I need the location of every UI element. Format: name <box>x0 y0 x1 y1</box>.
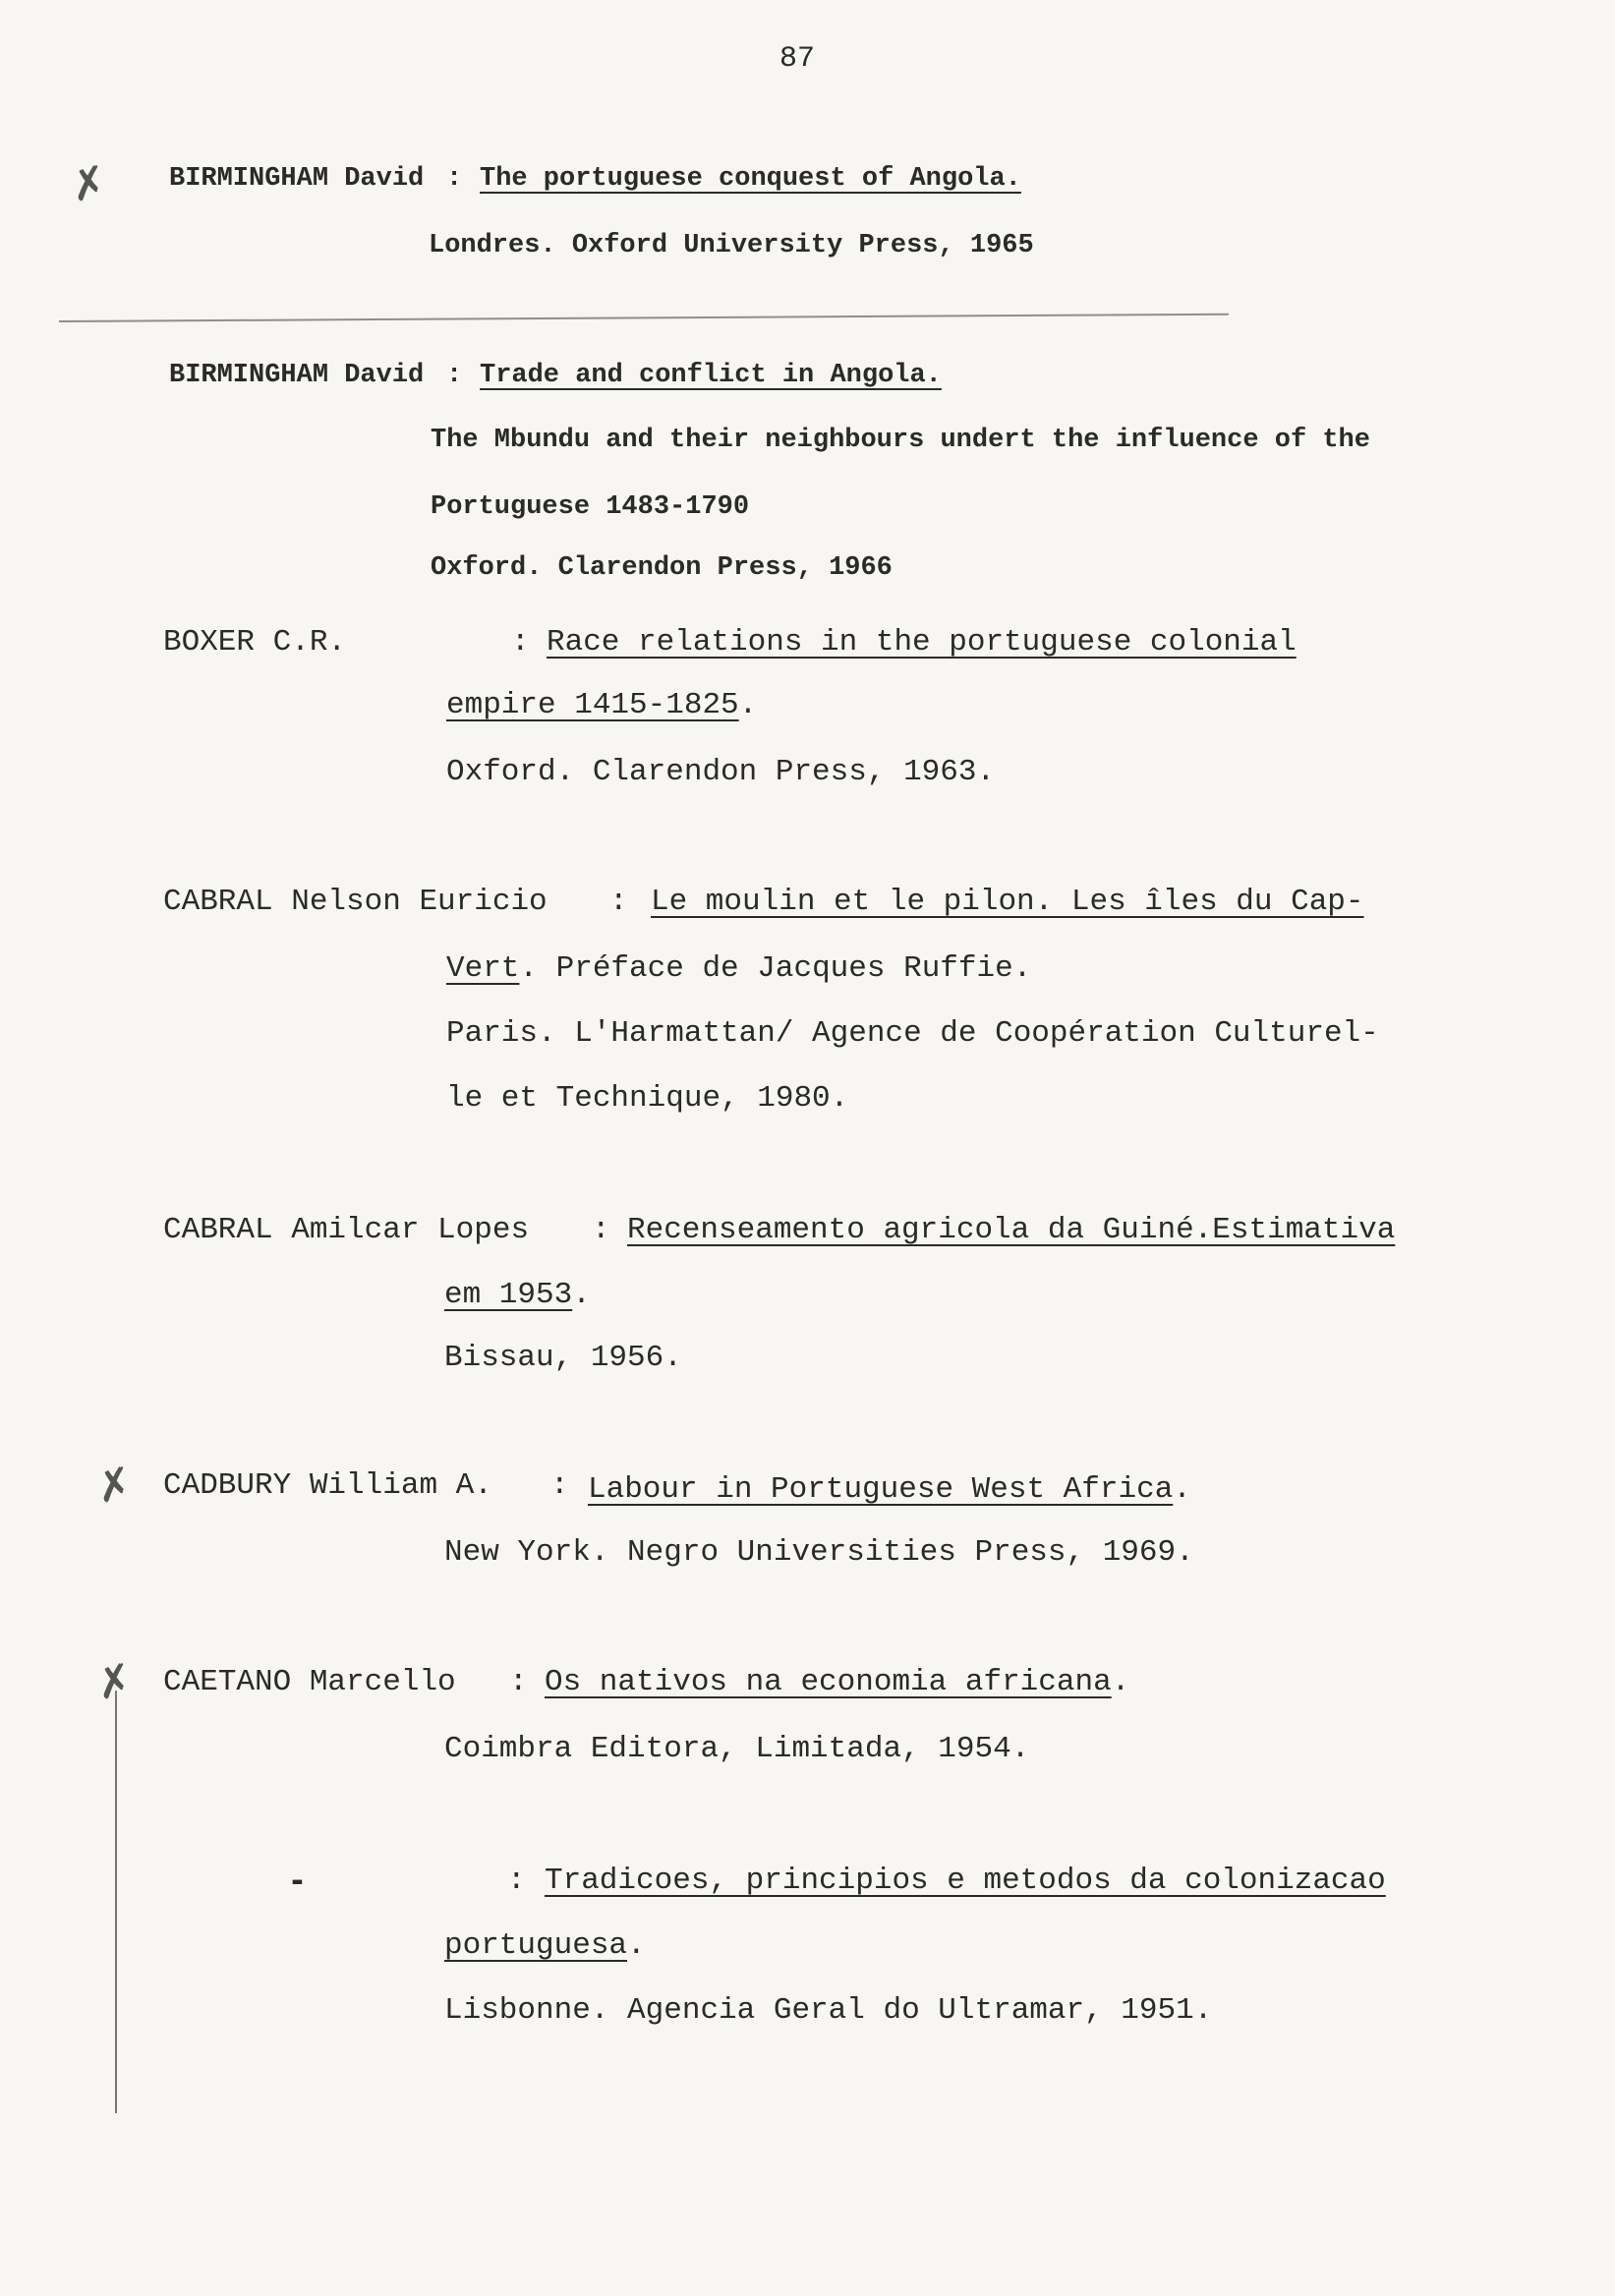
entry-separator: : <box>550 1468 569 1503</box>
entry-title-continuation: em 1953. <box>444 1278 591 1312</box>
entry-separator: : <box>592 1213 610 1247</box>
entry-author: CABRAL Amilcar Lopes <box>163 1213 530 1247</box>
margin-cross-mark: ✗ <box>65 155 112 213</box>
entry-subtitle: Portuguese 1483-1790 <box>431 492 750 522</box>
entry-title: Recenseamento agricola da Guiné.Estimativa <box>627 1213 1396 1247</box>
entry-separator: : <box>507 1864 526 1898</box>
entry-publication: le et Technique, 1980. <box>446 1081 849 1116</box>
entry-author: CAETANO Marcello <box>163 1665 456 1699</box>
entry-publication: Oxford. Clarendon Press, 1963. <box>446 755 996 789</box>
entry-title: The portuguese conquest of Angola. <box>480 164 1021 194</box>
margin-bracket-line <box>115 1691 117 2113</box>
entry-publication: Lisbonne. Agencia Geral do Ultramar, 1951. <box>444 1993 1213 2028</box>
entry-title: Le moulin et le pilon. Les îles du Cap- <box>651 885 1364 919</box>
entry-publication: New York. Negro Universities Press, 1969. <box>444 1535 1194 1570</box>
margin-cross-mark: ✗ <box>90 1653 138 1711</box>
entry-publication: Coimbra Editora, Limitada, 1954. <box>444 1732 1030 1766</box>
entry-title: Tradicoes, principios e metodos da colonizacao <box>545 1864 1386 1898</box>
entry-title: Trade and conflict in Angola. <box>480 361 942 390</box>
entry-separator: : <box>446 361 463 390</box>
separator-rule <box>59 314 1229 322</box>
entry-title: Os nativos na economia africana. <box>545 1665 1130 1699</box>
entry-separator: : <box>509 1665 528 1699</box>
entry-author: BIRMINGHAM David <box>169 164 425 194</box>
entry-publication: Bissau, 1956. <box>444 1341 682 1375</box>
entry-publication: Oxford. Clarendon Press, 1966 <box>431 553 893 583</box>
entry-separator: : <box>511 625 530 660</box>
entry-author-ditto: - <box>291 1864 304 1899</box>
margin-cross-mark: ✗ <box>90 1457 138 1515</box>
entry-author: CADBURY William A. <box>163 1468 492 1503</box>
entry-title: Labour in Portuguese West Africa. <box>588 1472 1191 1507</box>
entry-title-continuation: empire 1415-1825. <box>446 688 758 722</box>
entry-title: Race relations in the portuguese colonial <box>547 625 1297 660</box>
entry-title-continuation: portuguesa. <box>444 1928 646 1963</box>
entry-author: BOXER C.R. <box>163 625 347 660</box>
entry-separator: : <box>446 164 463 194</box>
entry-separator: : <box>609 885 628 919</box>
entry-title-continuation: Vert. Préface de Jacques Ruffie. <box>446 951 1032 986</box>
page-number: 87 <box>779 42 816 76</box>
entry-author: BIRMINGHAM David <box>169 361 425 390</box>
entry-subtitle: The Mbundu and their neighbours undert the influence of the <box>431 426 1370 455</box>
entry-publication: Paris. L'Harmattan/ Agence de Coopération Culturel- <box>446 1016 1379 1051</box>
entry-author: CABRAL Nelson Euricio <box>163 885 548 919</box>
entry-publication: Londres. Oxford University Press, 1965 <box>429 231 1034 260</box>
